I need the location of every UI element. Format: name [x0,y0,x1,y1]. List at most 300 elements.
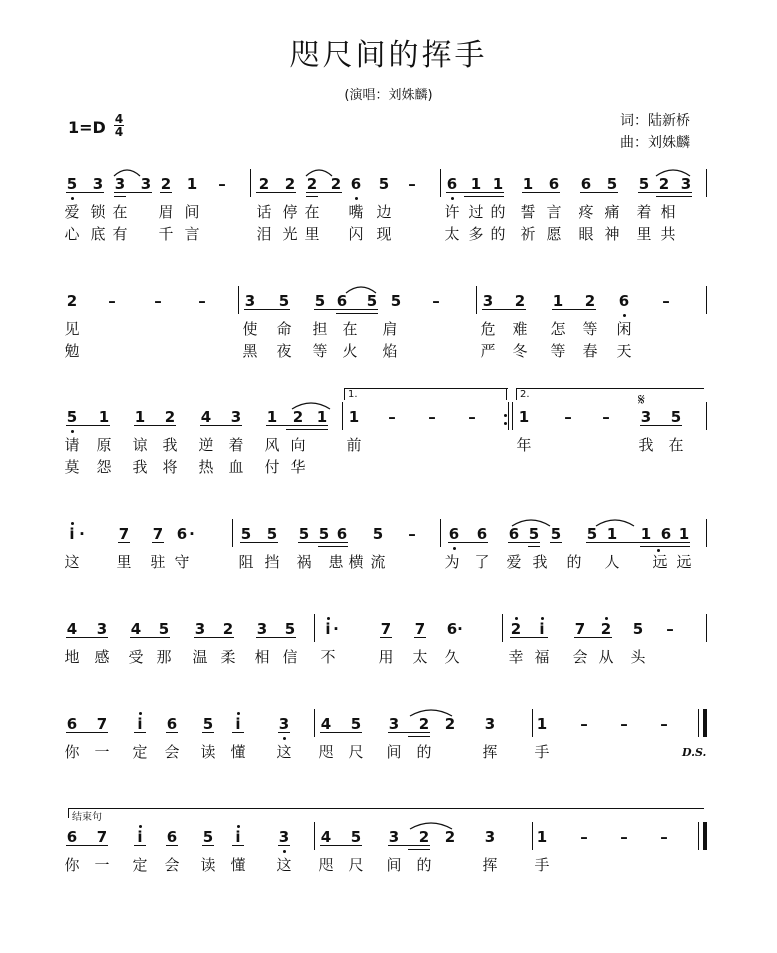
lyric-char: 爱 [506,553,522,571]
beat-underline [114,196,126,197]
note: 2 [444,828,456,846]
note: 3 [482,292,494,310]
note: 2 [306,175,318,193]
lyric-char: 里 [304,225,320,243]
lyric-char: 言 [546,203,562,221]
note: 5 [314,292,326,310]
lyric-char: 我 [532,553,548,571]
lyric-char: 相 [660,203,676,221]
bar-line [238,286,239,314]
lyric-char: 血 [228,458,244,476]
note: – [564,408,572,426]
note: – [198,292,206,310]
lyric-char: 华 [290,458,306,476]
lyric-char: 这 [64,553,80,571]
lyric-char: 眼 [578,225,594,243]
lyric-char: 读 [200,743,216,761]
beat-underline [232,732,244,733]
lyric-char: 千 [158,225,174,243]
bar-line [706,286,707,314]
note: 1 [522,175,534,193]
bar-line [706,519,707,547]
repeat-dot [504,414,507,417]
note: 7 [414,620,426,638]
lyric-char: 火 [342,342,358,360]
lyric-char: 等 [582,320,598,338]
lyric-char: 前 [346,436,362,454]
note: 7 [96,715,108,733]
note: – [408,525,416,543]
octave-dot [605,617,608,620]
lyric-char: 阻 [238,553,254,571]
note: 5 [158,620,170,638]
octave-dot [283,737,286,740]
octave-dot [453,547,456,550]
lyric-char: 尺 [348,856,364,874]
note: 2 [600,620,612,638]
bar-line [706,402,707,430]
note: · [333,620,339,638]
singer-credit: (演唱：刘姝麟) [344,88,433,103]
lyric-char: 里 [636,225,652,243]
lyric-char: 付 [264,458,280,476]
lyric-char: 天 [616,342,632,360]
beat-underline [202,732,214,733]
lyric-char: 誓 [520,203,536,221]
tie-slur [346,284,376,294]
lyric-char: 在 [112,203,128,221]
beat-underline [510,637,548,638]
repeat-dot [504,422,507,425]
note: 5 [366,292,378,310]
note: – [580,828,588,846]
note: 6 [618,292,630,310]
note: 6 [66,715,78,733]
lyric-char: 等 [312,342,328,360]
lyric-char: 闪 [348,225,364,243]
lyric-char: 人 [604,553,620,571]
ending-label: 结束句 [72,812,102,823]
lyric-char: 疼 [578,203,594,221]
note: 6 [446,620,458,638]
note: – [408,175,416,193]
note: 7 [118,525,130,543]
volta-1-hook [344,388,345,400]
lyric-char: 远 [652,553,668,571]
time-signature-top: 4 [114,112,124,126]
lyric-char: 着 [228,436,244,454]
lyric-char: 嘴 [348,203,364,221]
lyric-char: 了 [474,553,490,571]
octave-dot [355,197,358,200]
lyric-char: 幸 [508,648,524,666]
lyric-char: 现 [376,225,392,243]
beat-underline [278,732,290,733]
note: 5 [638,175,650,193]
beat-underline [306,196,318,197]
lyric-char: 在 [668,436,684,454]
note: 3 [114,175,126,193]
note: – [660,715,668,733]
note: 1 [266,408,278,426]
note: i [137,715,143,733]
note: 3 [92,175,104,193]
note: 1 [186,175,198,193]
lyric-char: 许 [444,203,460,221]
note: 2 [658,175,670,193]
beat-underline [586,542,690,543]
note: · [189,525,195,543]
note: 7 [380,620,392,638]
lyric-char: 福 [534,648,550,666]
lyric-char: 年 [516,436,532,454]
beat-underline [408,849,430,850]
note: 2 [584,292,596,310]
note: 5 [202,715,214,733]
octave-dot [327,617,330,620]
lyric-char: 神 [604,225,620,243]
note: 3 [256,620,268,638]
octave-dot [237,712,240,715]
lyric-char: 使 [242,320,258,338]
note: 1 [552,292,564,310]
key-signature: 1=D [68,118,106,137]
bar-line [706,169,707,197]
note: – [154,292,162,310]
note: 5 [350,715,362,733]
beat-underline [640,546,690,547]
lyric-char: 挥 [482,743,498,761]
note: 4 [66,620,78,638]
beat-underline [320,732,362,733]
lyric-char: 尺 [348,743,364,761]
note: 5 [202,828,214,846]
repeat-bar-line [512,402,513,430]
octave-dot [71,430,74,433]
beat-underline [66,192,104,193]
bar-line [342,402,343,430]
lyric-char: 间 [386,856,402,874]
lyric-char: 我 [162,436,178,454]
lyric-char: 感 [94,648,110,666]
lyric-char: 里 [116,553,132,571]
lyric-char: 温 [192,648,208,666]
beat-underline [278,845,290,846]
final-bar-line [698,709,699,737]
lyric-char: 逆 [198,436,214,454]
lyric-char: 爱 [64,203,80,221]
lyric-char: 懂 [230,743,246,761]
tie-slur [596,517,634,527]
lyric-char: 的 [416,743,432,761]
octave-dot [283,850,286,853]
lyric-char: 太 [444,225,460,243]
lyric-char: 危 [480,320,496,338]
beat-underline [550,542,562,543]
lyric-char: 光 [282,225,298,243]
lyric-char: 你 [64,856,80,874]
note: – [580,715,588,733]
lyric-char: 定 [132,743,148,761]
bar-line [440,169,441,197]
beat-underline [446,192,504,193]
note: · [457,620,463,638]
note: 3 [484,828,496,846]
octave-dot [139,825,142,828]
lyric-char: 间 [386,743,402,761]
note: 5 [606,175,618,193]
beat-underline [118,542,130,543]
bar-line [502,614,503,642]
note: 2 [418,715,430,733]
bar-line [706,614,707,642]
note: 1 [606,525,618,543]
note: 1 [640,525,652,543]
lyric-char: 一 [94,856,110,874]
note: 4 [200,408,212,426]
note: 5 [378,175,390,193]
lyricist-credit: 词：陆新桥 [620,113,690,129]
lyric-char: 从 [598,648,614,666]
lyric-char: 横 [348,553,364,571]
final-bar-thick [703,822,707,850]
lyric-char: 祸 [296,553,312,571]
lyric-char: 驻 [150,553,166,571]
octave-dot [657,549,660,552]
note: 6 [166,828,178,846]
beat-underline [244,309,290,310]
note: 7 [96,828,108,846]
lyric-char: 等 [550,342,566,360]
note: 7 [574,620,586,638]
tie-slur [114,167,140,177]
note: 5 [240,525,252,543]
beat-underline [66,732,108,733]
note: i [325,620,331,638]
lyric-char: 心 [64,225,80,243]
note: 3 [230,408,242,426]
lyric-char: 咫 [318,856,334,874]
lyric-char: 会 [164,856,180,874]
beat-underline [232,845,244,846]
lyric-char: 我 [132,458,148,476]
volta-1-end [506,388,507,400]
lyric-char: 请 [64,436,80,454]
note: i [539,620,545,638]
note: 2 [330,175,342,193]
octave-dot [237,825,240,828]
beat-underline [464,196,504,197]
lyric-char: 太 [412,648,428,666]
lyric-char: 挡 [264,553,280,571]
bar-line [250,169,251,197]
lyric-char: 痛 [604,203,620,221]
note: i [235,715,241,733]
beat-underline [66,425,110,426]
note: 1 [536,828,548,846]
lyric-char: 过 [468,203,484,221]
lyric-char: 担 [312,320,328,338]
note: 3 [140,175,152,193]
lyric-char: 泪 [256,225,272,243]
beat-underline [134,425,176,426]
beat-underline [152,542,164,543]
beat-underline [508,542,540,543]
octave-dot [71,522,74,525]
note: 3 [388,828,400,846]
volta-1-line [344,388,508,389]
lyric-char: 共 [660,225,676,243]
lyric-char: 远 [676,553,692,571]
beat-underline [314,309,378,310]
note: 2 [510,620,522,638]
lyric-char: 莫 [64,458,80,476]
note: 3 [96,620,108,638]
note: 2 [284,175,296,193]
ending-bracket-line [68,808,704,809]
lyric-char: 受 [128,648,144,666]
lyric-char: 焰 [382,342,398,360]
beat-underline [266,425,328,426]
lyric-char: 这 [276,743,292,761]
note: 6 [448,525,460,543]
note: 5 [586,525,598,543]
note: 2 [160,175,172,193]
beat-underline [408,736,430,737]
lyric-char: 用 [378,648,394,666]
lyric-char: 怨 [96,458,112,476]
lyric-char: 那 [156,648,172,666]
beat-underline [388,845,430,846]
lyric-char: 间 [184,203,200,221]
lyric-char: 话 [256,203,272,221]
beat-underline [134,845,146,846]
beat-underline [336,313,378,314]
lyric-char: 我 [638,436,654,454]
beat-underline [522,192,560,193]
octave-dot [139,712,142,715]
note: 3 [484,715,496,733]
note: 6 [508,525,520,543]
tie-slur [410,820,452,830]
note: 5 [298,525,310,543]
note: 6 [476,525,488,543]
note: 5 [632,620,644,638]
beat-underline [298,542,348,543]
beat-underline [256,192,296,193]
lyric-char: 着 [636,203,652,221]
note: – [218,175,226,193]
note: 1 [678,525,690,543]
note: 4 [320,828,332,846]
lyric-char: 相 [254,648,270,666]
lyric-char: 春 [582,342,598,360]
lyric-char: 锁 [90,203,106,221]
lyric-char: 的 [566,553,582,571]
time-signature [114,113,124,138]
beat-underline [134,732,146,733]
note: 1 [536,715,548,733]
tie-slur [512,517,550,527]
note: 5 [550,525,562,543]
beat-underline [448,542,488,543]
note: 6 [660,525,672,543]
lyric-char: 在 [304,203,320,221]
bar-line [532,822,533,850]
lyric-char: 命 [276,320,292,338]
note: i [235,828,241,846]
lyric-char: 多 [468,225,484,243]
note: 6 [176,525,188,543]
lyric-char: 夜 [276,342,292,360]
note: 5 [284,620,296,638]
bar-line [532,709,533,737]
note: 1 [98,408,110,426]
beat-underline [306,192,342,193]
time-signature-bottom: 4 [114,125,124,139]
lyric-char: 手 [534,743,550,761]
note: 6 [336,292,348,310]
lyric-char: 不 [320,648,336,666]
note: 4 [130,620,142,638]
beat-underline [638,192,692,193]
beat-underline [194,637,234,638]
beat-underline [388,732,430,733]
beat-underline [318,546,348,547]
beat-underline [656,196,692,197]
beat-underline [574,637,612,638]
octave-dot [515,617,518,620]
lyric-char: 守 [174,553,190,571]
note: 2 [514,292,526,310]
note: 6 [66,828,78,846]
beat-underline [528,546,540,547]
note: 2 [418,828,430,846]
volta-2-label: 2. [520,389,530,400]
note: 7 [152,525,164,543]
note: 2 [292,408,304,426]
song-title: 咫尺间的挥手 [289,38,488,73]
note: 3 [640,408,652,426]
lyric-char: 怎 [550,320,566,338]
lyric-char: 手 [534,856,550,874]
beat-underline [160,192,172,193]
lyric-char: 会 [572,648,588,666]
note: · [79,525,85,543]
beat-underline [166,732,178,733]
lyric-char: 边 [376,203,392,221]
octave-dot [623,314,626,317]
lyric-char: 信 [282,648,298,666]
lyric-char: 有 [112,225,128,243]
ending-bracket-hook [68,808,69,818]
volta-1-label: 1. [348,389,358,400]
lyric-char: 为 [444,553,460,571]
tie-slur [410,707,452,717]
octave-dot [541,617,544,620]
beat-underline [640,425,682,426]
note: 3 [680,175,692,193]
note: 5 [66,408,78,426]
lyric-char: 冬 [512,342,528,360]
note: – [662,292,670,310]
composer-credit: 曲：刘姝麟 [620,135,690,151]
beat-underline [380,637,392,638]
note: 5 [528,525,540,543]
lyric-char: 你 [64,743,80,761]
lyric-char: 的 [490,225,506,243]
note: 3 [278,828,290,846]
